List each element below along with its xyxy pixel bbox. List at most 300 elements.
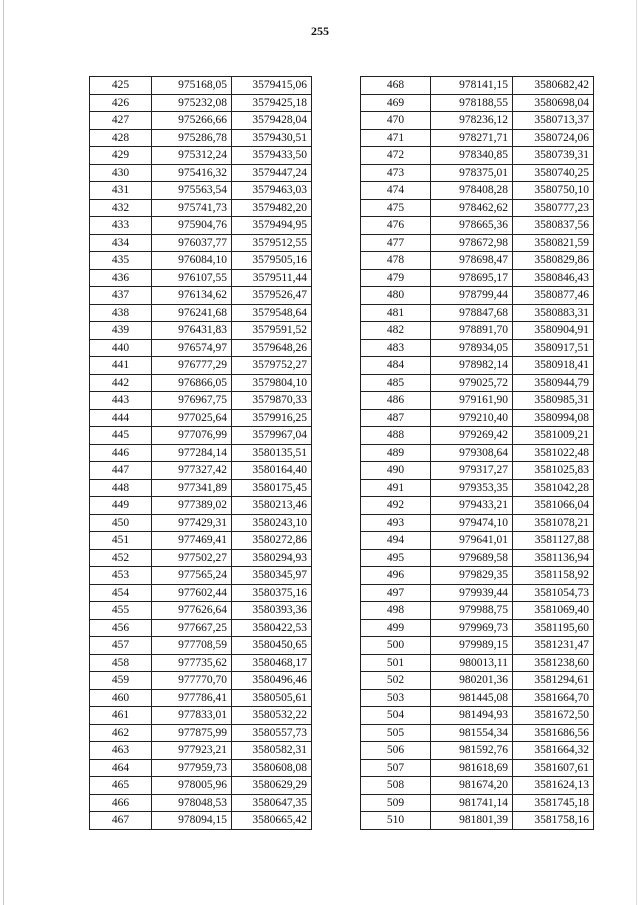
point-number-cell: 508 [361,777,431,795]
point-number-cell: 428 [90,129,152,147]
table-row [361,602,594,620]
x-coordinate-cell: 981494,93 [431,707,513,725]
point-number-cell: 429 [90,147,152,165]
x-coordinate-cell: 978188,55 [431,94,513,112]
y-coordinate-cell: 3580739,31 [513,147,594,165]
y-coordinate-cell: 3579415,06 [232,77,312,95]
y-coordinate-cell: 3579482,20 [232,199,312,217]
point-number-cell: 493 [361,514,431,532]
point-number-cell: 448 [90,479,152,497]
x-coordinate-cell: 978672,98 [431,234,513,252]
point-number-cell: 468 [361,77,431,95]
y-coordinate-cell: 3580821,59 [513,234,594,252]
x-coordinate-cell: 975168,05 [152,77,232,95]
y-coordinate-cell: 3579648,26 [232,339,312,357]
point-number-cell: 483 [361,339,431,357]
point-number-cell: 451 [90,532,152,550]
table-row [361,374,594,392]
y-coordinate-cell: 3580557,73 [232,724,312,742]
table-row [90,234,312,252]
table-row [90,812,312,830]
y-coordinate-cell: 3581664,70 [513,689,594,707]
table-row [90,304,312,322]
point-number-cell: 471 [361,129,431,147]
y-coordinate-cell: 3580468,17 [232,654,312,672]
table-row [90,427,312,445]
x-coordinate-cell: 981801,39 [431,812,513,830]
point-number-cell: 449 [90,497,152,515]
x-coordinate-cell: 977076,99 [152,427,232,445]
point-number-cell: 459 [90,672,152,690]
y-coordinate-cell: 3580829,86 [513,252,594,270]
table-row [361,287,594,305]
y-coordinate-cell: 3580740,25 [513,164,594,182]
y-coordinate-cell: 3579548,64 [232,304,312,322]
x-coordinate-cell: 981445,08 [431,689,513,707]
x-coordinate-cell: 977284,14 [152,444,232,462]
x-coordinate-cell: 976134,62 [152,287,232,305]
y-coordinate-cell: 3580877,46 [513,287,594,305]
table-row [361,269,594,287]
point-number-cell: 435 [90,252,152,270]
table-row [90,567,312,585]
point-number-cell: 439 [90,322,152,340]
point-number-cell: 444 [90,409,152,427]
point-number-cell: 503 [361,689,431,707]
point-number-cell: 430 [90,164,152,182]
table-row [361,619,594,637]
point-number-cell: 500 [361,637,431,655]
x-coordinate-cell: 981554,34 [431,724,513,742]
table-row [90,199,312,217]
table-row [361,514,594,532]
point-number-cell: 425 [90,77,152,95]
table-row [90,357,312,375]
table-row [90,182,312,200]
point-number-cell: 456 [90,619,152,637]
x-coordinate-cell: 979474,10 [431,514,513,532]
table-row [90,549,312,567]
point-number-cell: 507 [361,759,431,777]
table-row [361,409,594,427]
table-row [90,252,312,270]
x-coordinate-cell: 978094,15 [152,812,232,830]
y-coordinate-cell: 3580917,51 [513,339,594,357]
y-coordinate-cell: 3581066,04 [513,497,594,515]
x-coordinate-cell: 976107,55 [152,269,232,287]
table-row [361,724,594,742]
table-row [90,444,312,462]
table-row [361,94,594,112]
table-row [90,497,312,515]
x-coordinate-cell: 977626,64 [152,602,232,620]
y-coordinate-cell: 3580450,65 [232,637,312,655]
y-coordinate-cell: 3580750,10 [513,182,594,200]
table-row [361,654,594,672]
x-coordinate-cell: 977708,59 [152,637,232,655]
point-number-cell: 481 [361,304,431,322]
y-coordinate-cell: 3580135,51 [232,444,312,462]
y-coordinate-cell: 3580582,31 [232,742,312,760]
scan-edge-right [636,0,637,905]
y-coordinate-cell: 3581158,92 [513,567,594,585]
table-row [361,304,594,322]
table-row [361,549,594,567]
y-coordinate-cell: 3581195,60 [513,619,594,637]
table-row [90,374,312,392]
x-coordinate-cell: 977565,24 [152,567,232,585]
x-coordinate-cell: 978982,14 [431,357,513,375]
point-number-cell: 472 [361,147,431,165]
y-coordinate-cell: 3580164,40 [232,462,312,480]
table-row [361,532,594,550]
x-coordinate-cell: 976084,10 [152,252,232,270]
page-number: 255 [311,24,329,38]
point-number-cell: 445 [90,427,152,445]
point-number-cell: 473 [361,164,431,182]
point-number-cell: 509 [361,794,431,812]
y-coordinate-cell: 3580682,42 [513,77,594,95]
table-row [361,497,594,515]
x-coordinate-cell: 979641,01 [431,532,513,550]
table-row [90,94,312,112]
y-coordinate-cell: 3581078,21 [513,514,594,532]
x-coordinate-cell: 979025,72 [431,374,513,392]
point-number-cell: 484 [361,357,431,375]
x-coordinate-cell: 978799,44 [431,287,513,305]
x-coordinate-cell: 981618,69 [431,759,513,777]
table-row [361,759,594,777]
table-row [361,777,594,795]
x-coordinate-cell: 975286,78 [152,129,232,147]
y-coordinate-cell: 3579511,44 [232,269,312,287]
table-row [90,77,312,95]
table-row [90,584,312,602]
table-row [361,707,594,725]
point-number-cell: 502 [361,672,431,690]
point-number-cell: 436 [90,269,152,287]
table-row [90,654,312,672]
x-coordinate-cell: 979161,90 [431,392,513,410]
y-coordinate-cell: 3581607,61 [513,759,594,777]
y-coordinate-cell: 3580608,08 [232,759,312,777]
point-number-cell: 485 [361,374,431,392]
x-coordinate-cell: 979353,35 [431,479,513,497]
x-coordinate-cell: 979433,21 [431,497,513,515]
y-coordinate-cell: 3580698,04 [513,94,594,112]
point-number-cell: 464 [90,759,152,777]
table-row [90,759,312,777]
y-coordinate-cell: 3579512,55 [232,234,312,252]
y-coordinate-cell: 3579433,50 [232,147,312,165]
point-number-cell: 455 [90,602,152,620]
point-number-cell: 446 [90,444,152,462]
point-number-cell: 466 [90,794,152,812]
x-coordinate-cell: 977959,73 [152,759,232,777]
y-coordinate-cell: 3580665,42 [232,812,312,830]
point-number-cell: 443 [90,392,152,410]
table-row [90,409,312,427]
y-coordinate-cell: 3581025,83 [513,462,594,480]
x-coordinate-cell: 978934,05 [431,339,513,357]
y-coordinate-cell: 3580883,31 [513,304,594,322]
table-row [90,619,312,637]
y-coordinate-cell: 3580375,16 [232,584,312,602]
x-coordinate-cell: 977667,25 [152,619,232,637]
y-coordinate-cell: 3581294,61 [513,672,594,690]
y-coordinate-cell: 3580918,41 [513,357,594,375]
x-coordinate-cell: 978236,12 [431,112,513,130]
point-number-cell: 496 [361,567,431,585]
table-row [361,339,594,357]
x-coordinate-cell: 976866,05 [152,374,232,392]
x-coordinate-cell: 981741,14 [431,794,513,812]
y-coordinate-cell: 3580944,79 [513,374,594,392]
point-number-cell: 461 [90,707,152,725]
y-coordinate-cell: 3579494,95 [232,217,312,235]
x-coordinate-cell: 979317,27 [431,462,513,480]
x-coordinate-cell: 978408,28 [431,182,513,200]
y-coordinate-cell: 3580994,08 [513,409,594,427]
y-coordinate-cell: 3581758,16 [513,812,594,830]
table-row [90,742,312,760]
point-number-cell: 491 [361,479,431,497]
table-row [361,217,594,235]
y-coordinate-cell: 3579752,27 [232,357,312,375]
y-coordinate-cell: 3579967,04 [232,427,312,445]
x-coordinate-cell: 978141,15 [431,77,513,95]
y-coordinate-cell: 3579505,16 [232,252,312,270]
y-coordinate-cell: 3581672,50 [513,707,594,725]
table-row [361,444,594,462]
y-coordinate-cell: 3579430,51 [232,129,312,147]
x-coordinate-cell: 977923,21 [152,742,232,760]
y-coordinate-cell: 3581054,73 [513,584,594,602]
point-number-cell: 426 [90,94,152,112]
x-coordinate-cell: 975266,66 [152,112,232,130]
table-row [90,794,312,812]
table-row [361,427,594,445]
point-number-cell: 495 [361,549,431,567]
point-number-cell: 480 [361,287,431,305]
table-row [361,112,594,130]
x-coordinate-cell: 978048,53 [152,794,232,812]
table-row [361,637,594,655]
y-coordinate-cell: 3580777,23 [513,199,594,217]
point-number-cell: 501 [361,654,431,672]
y-coordinate-cell: 3579804,10 [232,374,312,392]
point-number-cell: 474 [361,182,431,200]
table-row [90,637,312,655]
x-coordinate-cell: 978271,71 [431,129,513,147]
y-coordinate-cell: 3579916,25 [232,409,312,427]
point-number-cell: 470 [361,112,431,130]
y-coordinate-cell: 3581069,40 [513,602,594,620]
y-coordinate-cell: 3580272,86 [232,532,312,550]
x-coordinate-cell: 977786,41 [152,689,232,707]
x-coordinate-cell: 975563,54 [152,182,232,200]
y-coordinate-cell: 3581022,48 [513,444,594,462]
scan-edge-left [3,0,4,905]
x-coordinate-cell: 977602,44 [152,584,232,602]
table-row [361,129,594,147]
point-number-cell: 492 [361,497,431,515]
table-row [90,339,312,357]
x-coordinate-cell: 977735,62 [152,654,232,672]
y-coordinate-cell: 3580904,91 [513,322,594,340]
y-coordinate-cell: 3580496,46 [232,672,312,690]
x-coordinate-cell: 978665,36 [431,217,513,235]
table-row [90,112,312,130]
point-number-cell: 434 [90,234,152,252]
x-coordinate-cell: 977327,42 [152,462,232,480]
y-coordinate-cell: 3581686,56 [513,724,594,742]
point-number-cell: 433 [90,217,152,235]
point-number-cell: 447 [90,462,152,480]
y-coordinate-cell: 3581127,88 [513,532,594,550]
point-number-cell: 479 [361,269,431,287]
point-number-cell: 438 [90,304,152,322]
y-coordinate-cell: 3579425,18 [232,94,312,112]
y-coordinate-cell: 3580837,56 [513,217,594,235]
table-row [90,129,312,147]
x-coordinate-cell: 976967,75 [152,392,232,410]
x-coordinate-cell: 977833,01 [152,707,232,725]
x-coordinate-cell: 979939,44 [431,584,513,602]
x-coordinate-cell: 976431,83 [152,322,232,340]
x-coordinate-cell: 979829,35 [431,567,513,585]
y-coordinate-cell: 3581238,60 [513,654,594,672]
y-coordinate-cell: 3580713,37 [513,112,594,130]
x-coordinate-cell: 976037,77 [152,234,232,252]
table-row [90,164,312,182]
y-coordinate-cell: 3581136,94 [513,549,594,567]
table-row [90,322,312,340]
table-row [90,217,312,235]
x-coordinate-cell: 975312,24 [152,147,232,165]
y-coordinate-cell: 3581009,21 [513,427,594,445]
y-coordinate-cell: 3579447,24 [232,164,312,182]
point-number-cell: 486 [361,392,431,410]
table-row [90,479,312,497]
x-coordinate-cell: 980013,11 [431,654,513,672]
table-row [361,812,594,830]
y-coordinate-cell: 3580294,93 [232,549,312,567]
point-number-cell: 465 [90,777,152,795]
point-number-cell: 476 [361,217,431,235]
table-row [361,182,594,200]
y-coordinate-cell: 3579526,47 [232,287,312,305]
x-coordinate-cell: 977469,41 [152,532,232,550]
x-coordinate-cell: 977429,31 [152,514,232,532]
x-coordinate-cell: 976241,68 [152,304,232,322]
point-number-cell: 452 [90,549,152,567]
table-row [361,462,594,480]
x-coordinate-cell: 978375,01 [431,164,513,182]
point-number-cell: 462 [90,724,152,742]
point-number-cell: 498 [361,602,431,620]
point-number-cell: 469 [361,94,431,112]
x-coordinate-cell: 980201,36 [431,672,513,690]
point-number-cell: 490 [361,462,431,480]
point-number-cell: 427 [90,112,152,130]
point-number-cell: 478 [361,252,431,270]
table-row [361,147,594,165]
table-row [90,392,312,410]
x-coordinate-cell: 978695,17 [431,269,513,287]
y-coordinate-cell: 3581231,47 [513,637,594,655]
y-coordinate-cell: 3580393,36 [232,602,312,620]
table-row [361,567,594,585]
point-number-cell: 487 [361,409,431,427]
point-number-cell: 482 [361,322,431,340]
table-row [361,794,594,812]
x-coordinate-cell: 979689,58 [431,549,513,567]
y-coordinate-cell: 3580243,10 [232,514,312,532]
table-row [90,672,312,690]
x-coordinate-cell: 979269,42 [431,427,513,445]
point-number-cell: 463 [90,742,152,760]
point-number-cell: 497 [361,584,431,602]
x-coordinate-cell: 977025,64 [152,409,232,427]
x-coordinate-cell: 975741,73 [152,199,232,217]
y-coordinate-cell: 3581664,32 [513,742,594,760]
point-number-cell: 437 [90,287,152,305]
x-coordinate-cell: 978462,62 [431,199,513,217]
table-row [361,322,594,340]
table-row [361,199,594,217]
point-number-cell: 450 [90,514,152,532]
point-number-cell: 431 [90,182,152,200]
table-row [361,672,594,690]
y-coordinate-cell: 3579428,04 [232,112,312,130]
x-coordinate-cell: 979308,64 [431,444,513,462]
x-coordinate-cell: 978891,70 [431,322,513,340]
point-number-cell: 457 [90,637,152,655]
point-number-cell: 458 [90,654,152,672]
table-row [90,707,312,725]
y-coordinate-cell: 3580846,43 [513,269,594,287]
point-number-cell: 453 [90,567,152,585]
x-coordinate-cell: 975232,08 [152,94,232,112]
table-row [90,532,312,550]
x-coordinate-cell: 979210,40 [431,409,513,427]
point-number-cell: 488 [361,427,431,445]
point-number-cell: 510 [361,812,431,830]
table-row [361,252,594,270]
table-row [90,287,312,305]
table-row [90,147,312,165]
point-number-cell: 440 [90,339,152,357]
point-number-cell: 506 [361,742,431,760]
y-coordinate-cell: 3580505,61 [232,689,312,707]
x-coordinate-cell: 981592,76 [431,742,513,760]
table-row [361,164,594,182]
y-coordinate-cell: 3580345,97 [232,567,312,585]
y-coordinate-cell: 3579870,33 [232,392,312,410]
table-row [361,584,594,602]
table-row [361,689,594,707]
table-row [90,462,312,480]
y-coordinate-cell: 3581745,18 [513,794,594,812]
coordinates-table-left [89,76,312,830]
point-number-cell: 477 [361,234,431,252]
table-row [361,479,594,497]
point-number-cell: 505 [361,724,431,742]
x-coordinate-cell: 981674,20 [431,777,513,795]
y-coordinate-cell: 3580213,46 [232,497,312,515]
point-number-cell: 504 [361,707,431,725]
